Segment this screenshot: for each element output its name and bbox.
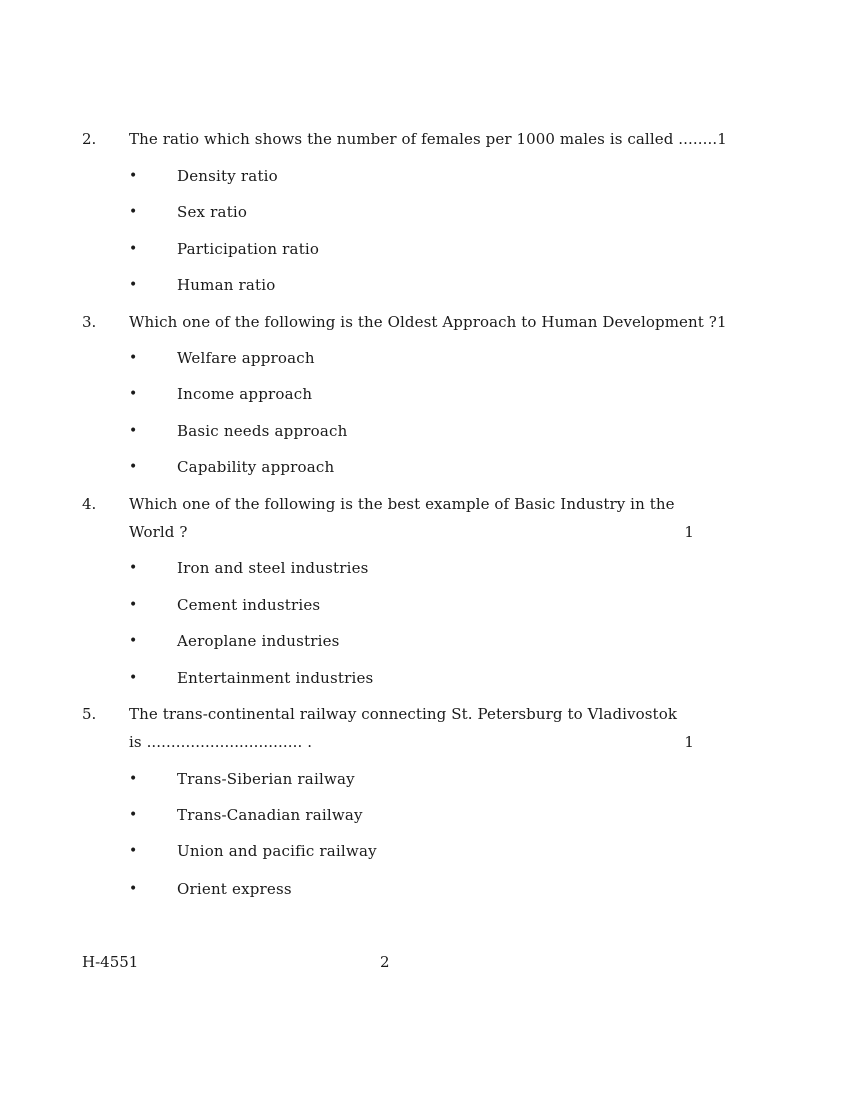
option-item bbox=[0, 630, 850, 652]
option-text: Aeroplane industries bbox=[177, 632, 340, 650]
page-number: 2 bbox=[380, 953, 390, 971]
option-item bbox=[0, 557, 850, 579]
question-text-line bbox=[129, 490, 694, 518]
option-item bbox=[0, 274, 850, 296]
question-text-body: World ? bbox=[129, 523, 188, 541]
question-number: 4. bbox=[82, 495, 97, 513]
question-marks: 1 bbox=[717, 130, 727, 148]
option-text: Human ratio bbox=[177, 276, 276, 294]
option-text: Trans-Siberian railway bbox=[177, 770, 355, 788]
option-text: Sex ratio bbox=[177, 203, 248, 221]
question-number: 5. bbox=[82, 705, 97, 723]
option-text: Basic needs approach bbox=[177, 422, 348, 440]
bullet-icon: • bbox=[129, 386, 138, 402]
bullet-icon: • bbox=[129, 881, 138, 897]
bullet-icon: • bbox=[129, 204, 138, 220]
bullet-icon: • bbox=[129, 807, 138, 823]
option-item bbox=[0, 238, 850, 260]
option-text: Participation ratio bbox=[177, 240, 320, 258]
option-item bbox=[0, 878, 850, 900]
option-text: Iron and steel industries bbox=[177, 559, 369, 577]
question-text bbox=[129, 308, 727, 336]
option-text: Welfare approach bbox=[177, 349, 315, 367]
question-text bbox=[129, 125, 727, 153]
bullet-icon: • bbox=[129, 459, 138, 475]
bullet-icon: • bbox=[129, 241, 138, 257]
question-text bbox=[129, 700, 694, 756]
option-text: Union and pacific railway bbox=[177, 842, 377, 860]
option-item bbox=[0, 347, 850, 369]
question-marks: 1 bbox=[684, 523, 694, 541]
bullet-icon: • bbox=[129, 670, 138, 686]
option-item bbox=[0, 804, 850, 826]
bullet-icon: • bbox=[129, 350, 138, 366]
paper-code: H-4551 bbox=[82, 953, 139, 971]
option-text: Trans-Canadian railway bbox=[177, 806, 363, 824]
bullet-icon: • bbox=[129, 597, 138, 613]
question-text-line bbox=[129, 728, 694, 756]
option-item bbox=[0, 840, 850, 862]
question-text-line bbox=[129, 518, 694, 546]
option-item bbox=[0, 420, 850, 442]
question-text-body: The trans-continental railway connecting St. Petersburg to Vladivostok bbox=[129, 705, 678, 723]
option-item bbox=[0, 201, 850, 223]
question-marks: 1 bbox=[684, 733, 694, 751]
question-text-body: Which one of the following is the best example of Basic Industry in the bbox=[129, 495, 675, 513]
bullet-icon: • bbox=[129, 277, 138, 293]
question-text bbox=[129, 490, 694, 546]
bullet-icon: • bbox=[129, 771, 138, 787]
question-text-body: Which one of the following is the Oldest Approach to Human Development ? bbox=[129, 313, 717, 331]
option-item bbox=[0, 768, 850, 790]
bullet-icon: • bbox=[129, 560, 138, 576]
bullet-icon: • bbox=[129, 633, 138, 649]
question-marks: 1 bbox=[716, 313, 727, 331]
option-text: Entertainment industries bbox=[177, 669, 374, 687]
option-item bbox=[0, 594, 850, 616]
question-text-line bbox=[129, 700, 694, 728]
option-text: Orient express bbox=[177, 880, 292, 898]
option-item bbox=[0, 667, 850, 689]
question-text-body: The ratio which shows the number of females per 1000 males is called ........ bbox=[129, 130, 718, 148]
option-item bbox=[0, 383, 850, 405]
option-text: Density ratio bbox=[177, 167, 278, 185]
bullet-icon: • bbox=[129, 843, 138, 859]
option-item bbox=[0, 456, 850, 478]
option-text: Cement industries bbox=[177, 596, 321, 614]
bullet-icon: • bbox=[129, 168, 138, 184]
question-number: 3. bbox=[82, 313, 97, 331]
option-text: Capability approach bbox=[177, 458, 335, 476]
question-text-body: is ................................ . bbox=[129, 733, 313, 751]
question-number: 2. bbox=[82, 130, 97, 148]
option-text: Income approach bbox=[177, 385, 313, 403]
option-item bbox=[0, 165, 850, 187]
bullet-icon: • bbox=[129, 423, 138, 439]
